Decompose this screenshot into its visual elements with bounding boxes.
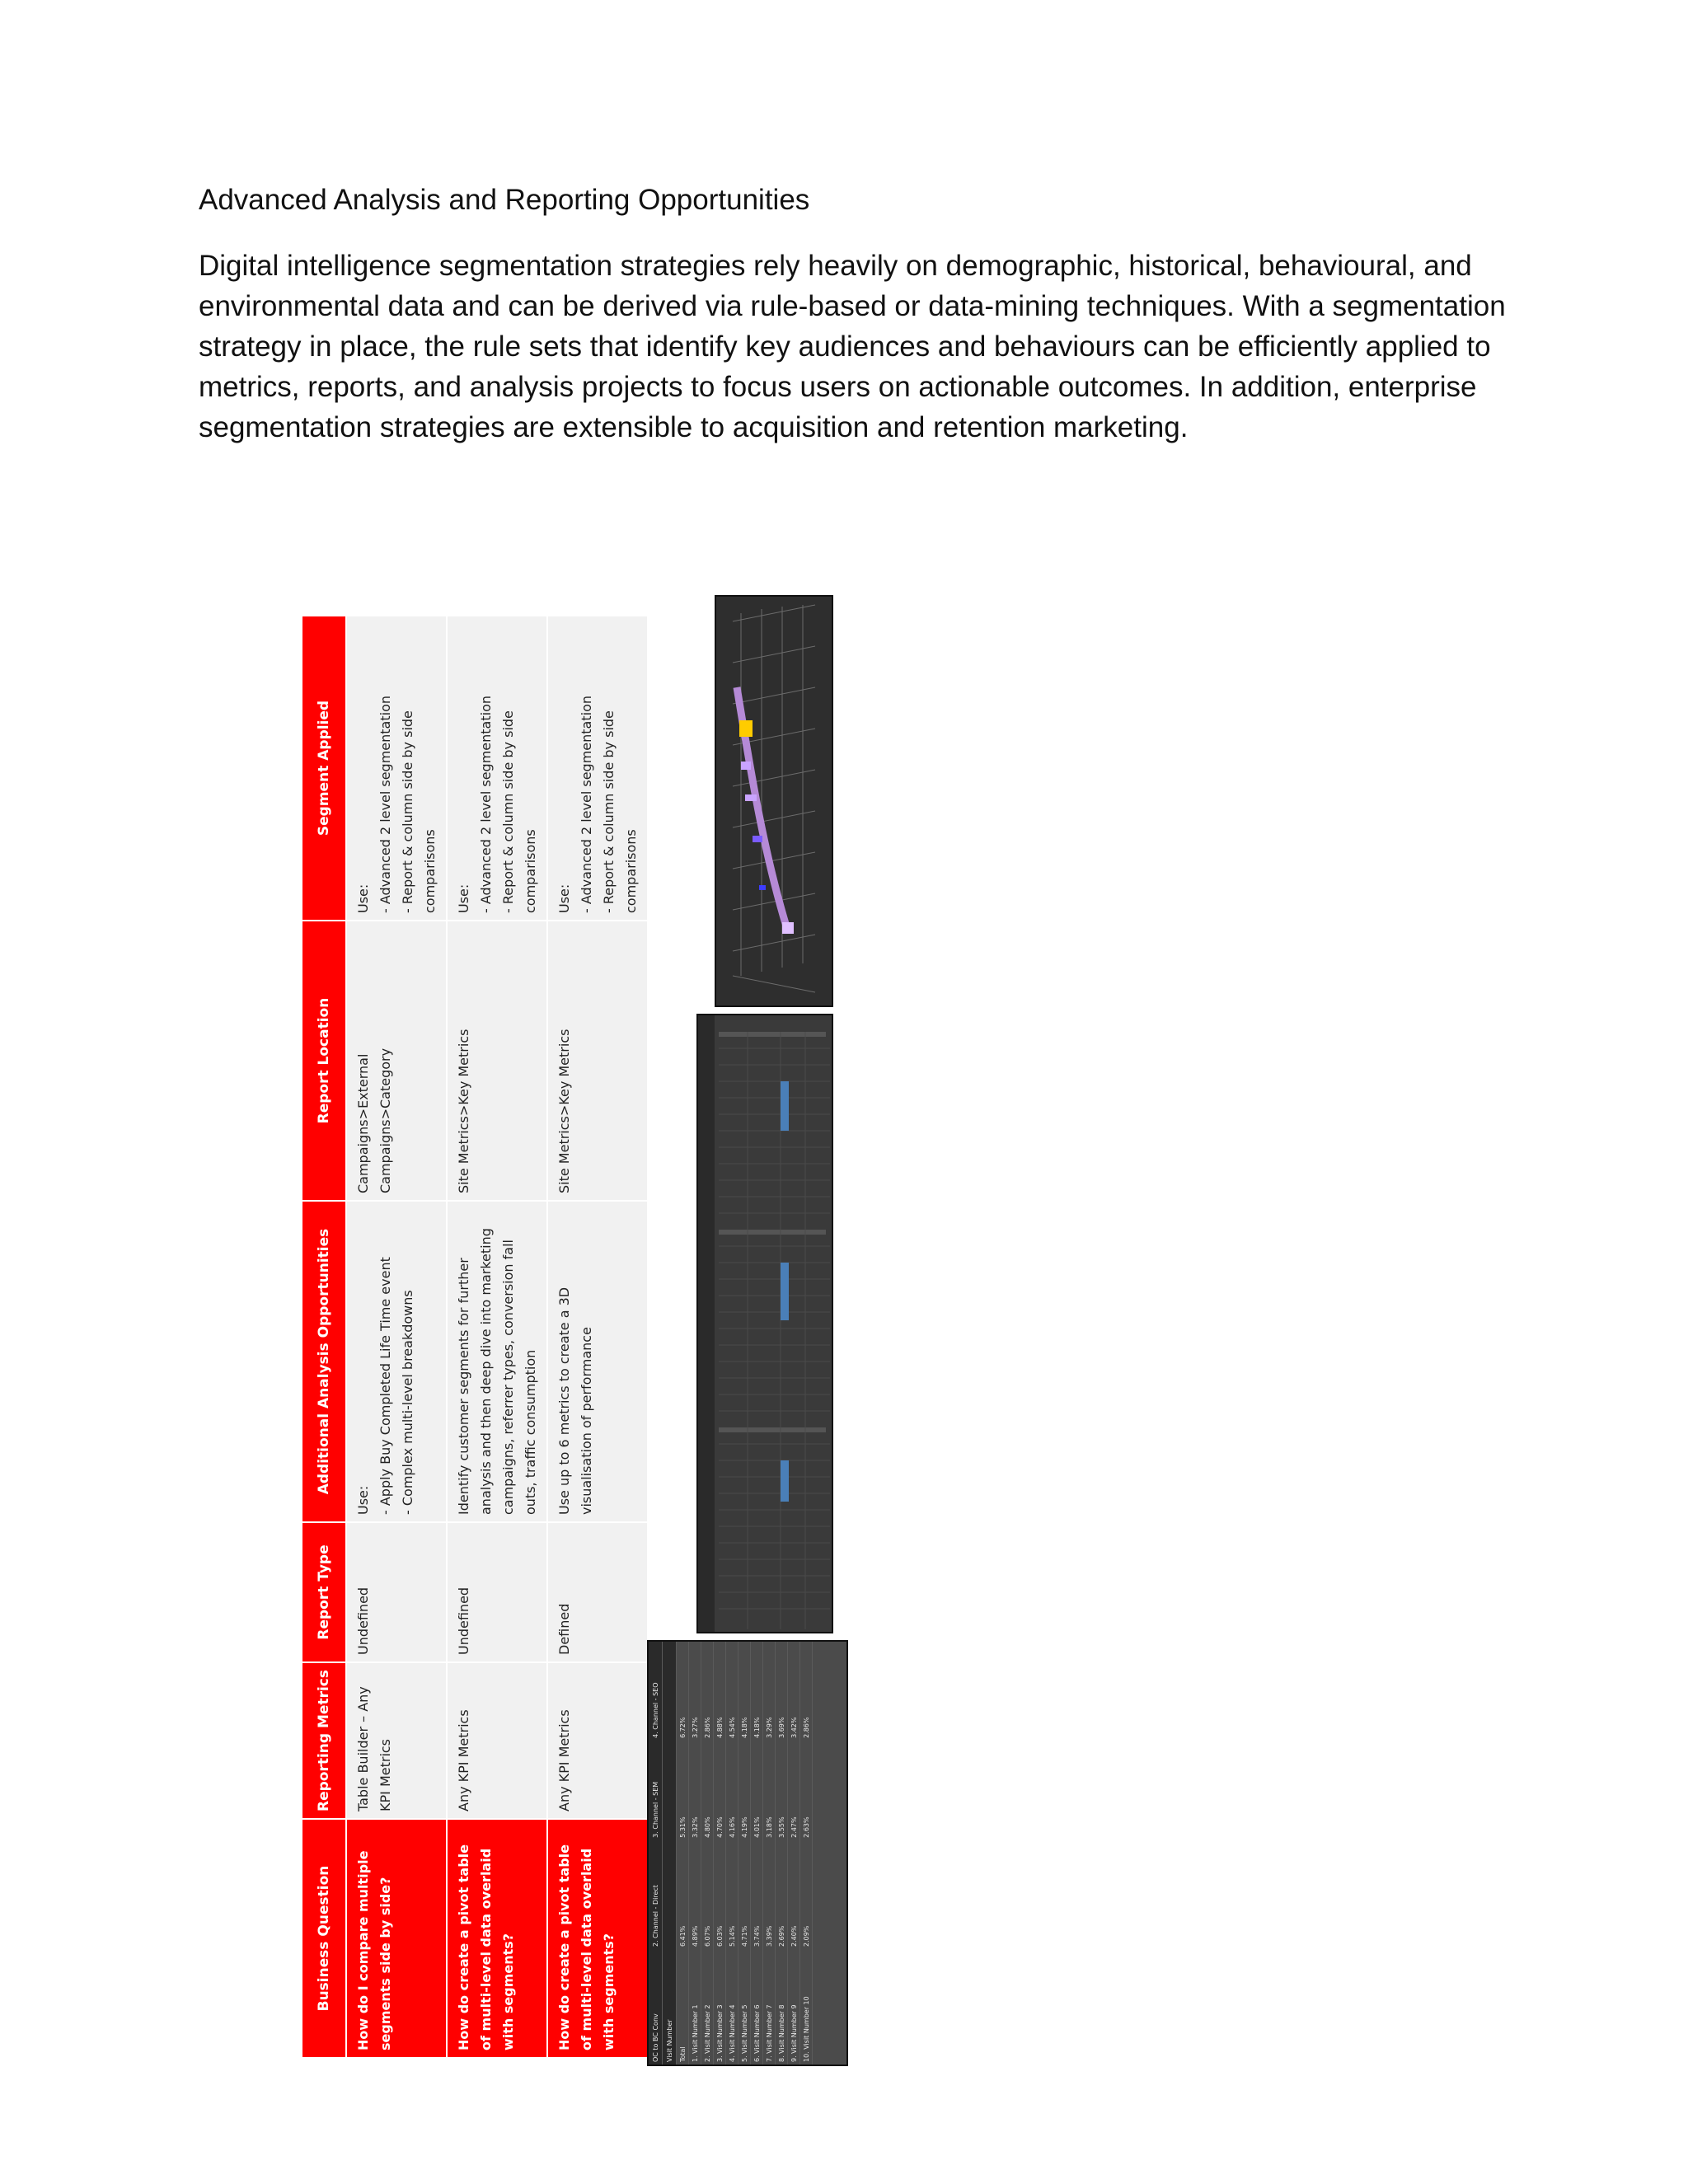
table-row — [346, 616, 447, 2058]
analysis-table-figure — [301, 616, 639, 2059]
segment-comparison-screenshot — [647, 1640, 848, 2066]
pivot-table-screenshot — [696, 1014, 833, 1633]
tab-channel-seo[interactable]: 4. Channel - SEO — [649, 1642, 663, 1741]
table-row: 10. Visit Number 10 2.09% 2.63% 2.86% — [800, 1642, 813, 2064]
table-row — [547, 616, 648, 2058]
table-row: 1. Visit Number 1 4.89% 3.32% 3.27% — [689, 1642, 701, 2064]
cell-location: Campaigns>External Campaigns>Category — [346, 921, 447, 1201]
table-row: 9. Visit Number 9 2.40% 2.47% 3.42% — [788, 1642, 800, 2064]
cell-segment: Use: - Advanced 2 level segmentation - Report & column side by side comparisons — [547, 616, 648, 921]
header-segment-applied: Segment Applied — [302, 616, 346, 921]
cell-segment: Use: - Advanced 2 level segmentation - Report & column side by side comparisons — [447, 616, 547, 921]
segment-tabs-row — [649, 1642, 663, 2064]
cell-metrics: Table Builder – Any KPI Metrics — [346, 1662, 447, 1819]
cell-location: Site Metrics>Key Metrics — [447, 921, 547, 1201]
segment-column-header — [663, 1642, 677, 2064]
header-report-type: Report Type — [302, 1522, 346, 1662]
cell-location: Site Metrics>Key Metrics — [547, 921, 648, 1201]
table-row: 2. Visit Number 2 6.07% 4.80% 2.86% — [701, 1642, 714, 2064]
analysis-table — [301, 616, 639, 2059]
table-row: 6. Visit Number 6 3.74% 4.01% 4.18% — [751, 1642, 763, 2064]
table-row: 5. Visit Number 5 4.71% 4.19% 4.18% — [738, 1642, 751, 2064]
cell-metrics: Any KPI Metrics — [547, 1662, 648, 1819]
table-row: 8. Visit Number 8 2.69% 3.55% 3.69% — [776, 1642, 788, 2064]
cell-question: How do create a pivot table of multi-level data overlaid with segments? — [547, 1819, 648, 2058]
cell-opportunities: Use: - Apply Buy Completed Life Time event - Complex multi-level breakdowns — [346, 1201, 447, 1522]
cell-type: Undefined — [447, 1522, 547, 1662]
table-row: 4. Visit Number 4 5.14% 4.16% 4.54% — [726, 1642, 738, 2064]
body-paragraph: Digital intelligence segmentation strategies rely heavily on demographic, historical, behavioural, and environmental data and can be derived via rule-based or data-mining techniques. With a segmentation strategy in place, the rule sets that identify key audiences and behaviours can be efficiently applied to metrics, reports, and analysis projects to focus users on actionable outcomes. In addition, enterprise segmentation strategies are extensible to acquisition and retention marketing. — [199, 250, 1506, 443]
cell-type: Undefined — [346, 1522, 447, 1662]
table-header-row — [302, 616, 346, 2058]
cell-metrics: Any KPI Metrics — [447, 1662, 547, 1819]
cell-question: How do create a pivot table of multi-level data overlaid with segments? — [447, 1819, 547, 2058]
header-reporting-metrics: Reporting Metrics — [302, 1662, 346, 1819]
header-additional-opportunities: Additional Analysis Opportunities — [302, 1201, 346, 1522]
cell-opportunities: Use up to 6 metrics to create a 3D visualisation of performance — [547, 1201, 648, 1522]
tab-oc-to-bc[interactable]: OC to BC Conv — [649, 1949, 663, 2064]
tab-channel-direct[interactable]: 2. Channel - Direct — [649, 1840, 663, 1949]
cell-type: Defined — [547, 1522, 648, 1662]
column-visit-number: Visit Number — [663, 1949, 677, 2064]
tab-channel-sem[interactable]: 3. Channel - SEM — [649, 1741, 663, 1840]
header-report-location: Report Location — [302, 921, 346, 1201]
page-title: Advanced Analysis and Reporting Opportunities — [199, 184, 810, 216]
cell-question: How do I compare multiple segments side by side? — [346, 1819, 447, 2058]
table-row: 3. Visit Number 3 6.03% 4.70% 4.88% — [714, 1642, 726, 2064]
table-row — [447, 616, 547, 2058]
segment-comparison-grid — [649, 1642, 846, 2064]
table-row: Total 6.41% 5.31% 6.72% — [677, 1642, 689, 2064]
cell-opportunities: Identify customer segments for further analysis and then deep dive into marketing campaigns, referrer types, conversion fall outs, traffic consumption — [447, 1201, 547, 1522]
pivot-table-graphic — [698, 1015, 832, 1632]
header-business-question: Business Question — [302, 1819, 346, 2058]
3d-visualisation-screenshot — [715, 595, 833, 1007]
3d-chart-graphic — [716, 597, 832, 1005]
cell-segment: Use: - Advanced 2 level segmentation - Report & column side by side comparisons — [346, 616, 447, 921]
table-row: 7. Visit Number 7 3.39% 3.18% 3.29% — [763, 1642, 776, 2064]
